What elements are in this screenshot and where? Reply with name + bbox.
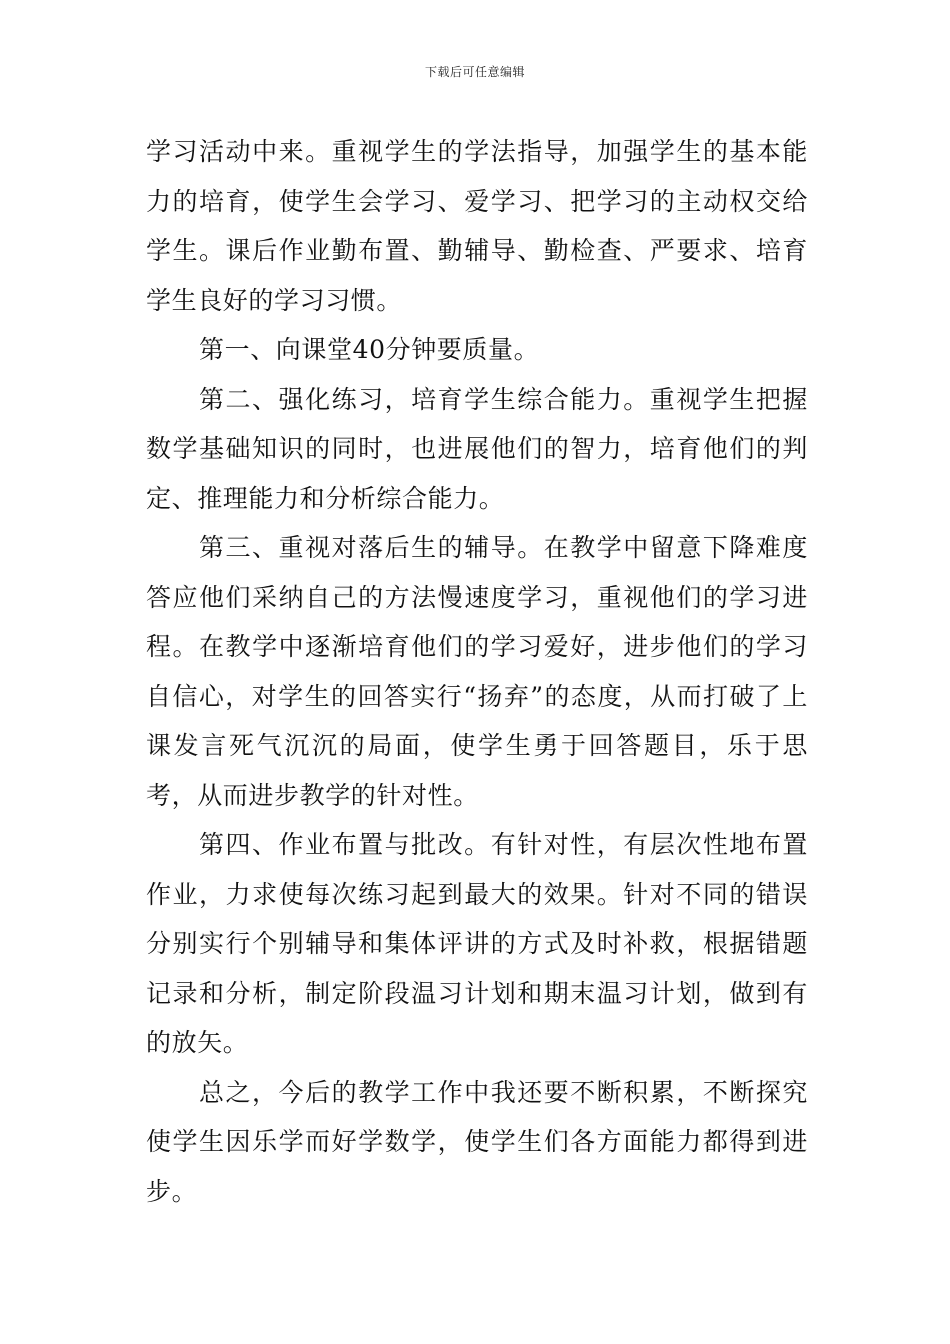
paragraph-continuation: 学习活动中来。重视学生的学法指导，加强学生的基本能力的培育，使学生会学习、爱学习、把学习的主动权交给学生。课后作业勤布置、勤辅导、勤检查、严要求、培育学生良好的学习习惯。 xyxy=(146,137,808,315)
paragraph-point-four: 第四、作业布置与批改。有针对性，有层次性地布置作业，力求使每次练习起到最大的效果。针对不同的错误分别实行个别辅导和集体评讲的方式及时补救，根据错题记录和分析，制定阶段温习计划和期末温习计划，做到有的放矢。 xyxy=(146,830,808,1057)
paragraph-point-one: 第一、向课堂40分钟要质量。 xyxy=(199,335,540,364)
document-body xyxy=(146,127,808,1216)
paragraph-conclusion: 总之，今后的教学工作中我还要不断积累，不断探究使学生因乐学而好学数学，使学生们各方面能力都得到进步。 xyxy=(146,1077,808,1206)
paragraph-point-two: 第二、强化练习，培育学生综合能力。重视学生把握数学基础知识的同时，也进展他们的智力，培育他们的判定、推理能力和分析综合能力。 xyxy=(146,384,808,513)
paragraph-point-three: 第三、重视对落后生的辅导。在教学中留意下降难度答应他们采纳自己的方法慢速度学习，重视他们的学习进程。在教学中逐渐培育他们的学习爱好，进步他们的学习自信心，对学生的回答实行“扬弃”的态度，从而打破了上课发言死气沉沉的局面，使学生勇于回答题目，乐于思考，从而进步教学的针对性。 xyxy=(146,533,808,810)
page-header: 下载后可任意编辑 xyxy=(424,65,525,79)
